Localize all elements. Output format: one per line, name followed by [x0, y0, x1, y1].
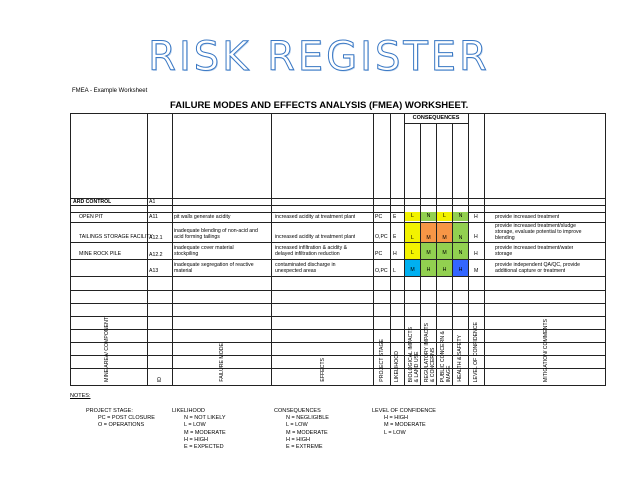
- header-regulatory-impacts: REGULATORY IMPACTS & CONCERNS: [424, 322, 436, 382]
- header-biological-impacts: BIOLOGICAL IMPACTS & LAND USE: [408, 326, 420, 382]
- rating-cell: M: [437, 243, 452, 259]
- header-mine-area: MINE AREA/ COMPONENT: [104, 317, 110, 382]
- notes-level-of-confidence: LEVEL OF CONFIDENCE H = HIGH M = MODERATE L = LOW: [372, 408, 436, 436]
- notes-project-stage: PROJECT STAGE: PC = POST CLOSURE O = OPERATIONS: [86, 408, 155, 429]
- worksheet-subtitle: FMEA - Example Worksheet: [72, 88, 148, 94]
- header-health-safety: HEALTH & SAFETY: [457, 335, 463, 382]
- header-likelihood: LIKELIHOOD: [394, 350, 400, 382]
- notes-consequences: CONSEQUENCES N = NEGLIGIBLE L = LOW M = MODERATE H = HIGH E = EXTREME: [274, 408, 329, 451]
- header-id: ID: [157, 376, 163, 382]
- rating-cell: H: [453, 260, 468, 276]
- header-level-of-confidence: LEVEL OF CONFIDENCE: [473, 321, 479, 382]
- section-id: A1: [149, 199, 156, 205]
- header-effects: EFFECTS: [320, 358, 326, 382]
- rating-cell: L: [405, 212, 420, 221]
- header-project-stage: PROJECT STAGE: [379, 339, 385, 382]
- header-failure-mode: FAILURE MODE: [219, 343, 225, 382]
- worksheet-title: FAILURE MODES AND EFFECTS ANALYSIS (FMEA) WORKSHEET.: [170, 100, 469, 111]
- consequences-header: CONSEQUENCES: [412, 115, 460, 121]
- rating-cell: L: [405, 243, 420, 259]
- rating-cell: N: [453, 212, 468, 221]
- page-title: RISK REGISTER: [148, 34, 490, 80]
- notes-likelihood: LIKELIHOOD N = NOT LIKELY L = LOW M = MODERATE H = HIGH E = EXPECTED: [172, 408, 226, 451]
- rating-cell: L: [405, 223, 420, 242]
- rating-cell: M: [437, 223, 452, 242]
- rating-cell: M: [421, 223, 436, 242]
- rating-cell: H: [421, 260, 436, 276]
- rating-cell: H: [437, 260, 452, 276]
- notes-heading: NOTES:: [70, 393, 91, 399]
- header-public-concern: PUBLIC CONCERN & IMAGE: [440, 330, 452, 382]
- rating-cell: M: [421, 243, 436, 259]
- rating-cell: M: [405, 260, 420, 276]
- rating-cell: N: [453, 223, 468, 242]
- rating-cell: N: [453, 243, 468, 259]
- fmea-worksheet-table: CONSEQUENCES MINE AREA/ COMPONENT ID FAILURE MODE EFFECTS PROJECT STAGE LIKELIHOOD BIOLOGICAL IMPACTS & LAND USE REGULATORY IMPACTS & CONCERNS PUBLIC CONCERN & IMAGE HEALTH & SAFETY LEVEL OF CONFIDENCE MITIGATION/ COMMENTS ARD CONTROL A1 OPEN PIT A11 pit walls generate acidity increased acidity at treatment plant PC E L N L N H provide increased treatment TAILINGS STORAGE FACILITY A12.1 inadequate blending of non-acid and acid forming tailings increased acidity at treatment plant O,PC E L M M N H provide increased treatment/sludge storage, evaluate potential to improve blending MINE ROCK PILE A12.2 inadequate cover material stockpiling increased infiltration & acidity & delayed infiltration reduction PC H L M M N H provide increased treatment/water storage A13 inadequate segregation of reactive material contaminated discharge in unexpected areas O,PC L M H H H M provide independent QA/QC, provide additional capture or treatment: [70, 113, 606, 386]
- header-mitigation: MITIGATION/ COMMENTS: [543, 318, 549, 382]
- section-label: ARD CONTROL: [73, 199, 112, 205]
- rating-cell: L: [437, 212, 452, 221]
- rating-cell: N: [421, 212, 436, 221]
